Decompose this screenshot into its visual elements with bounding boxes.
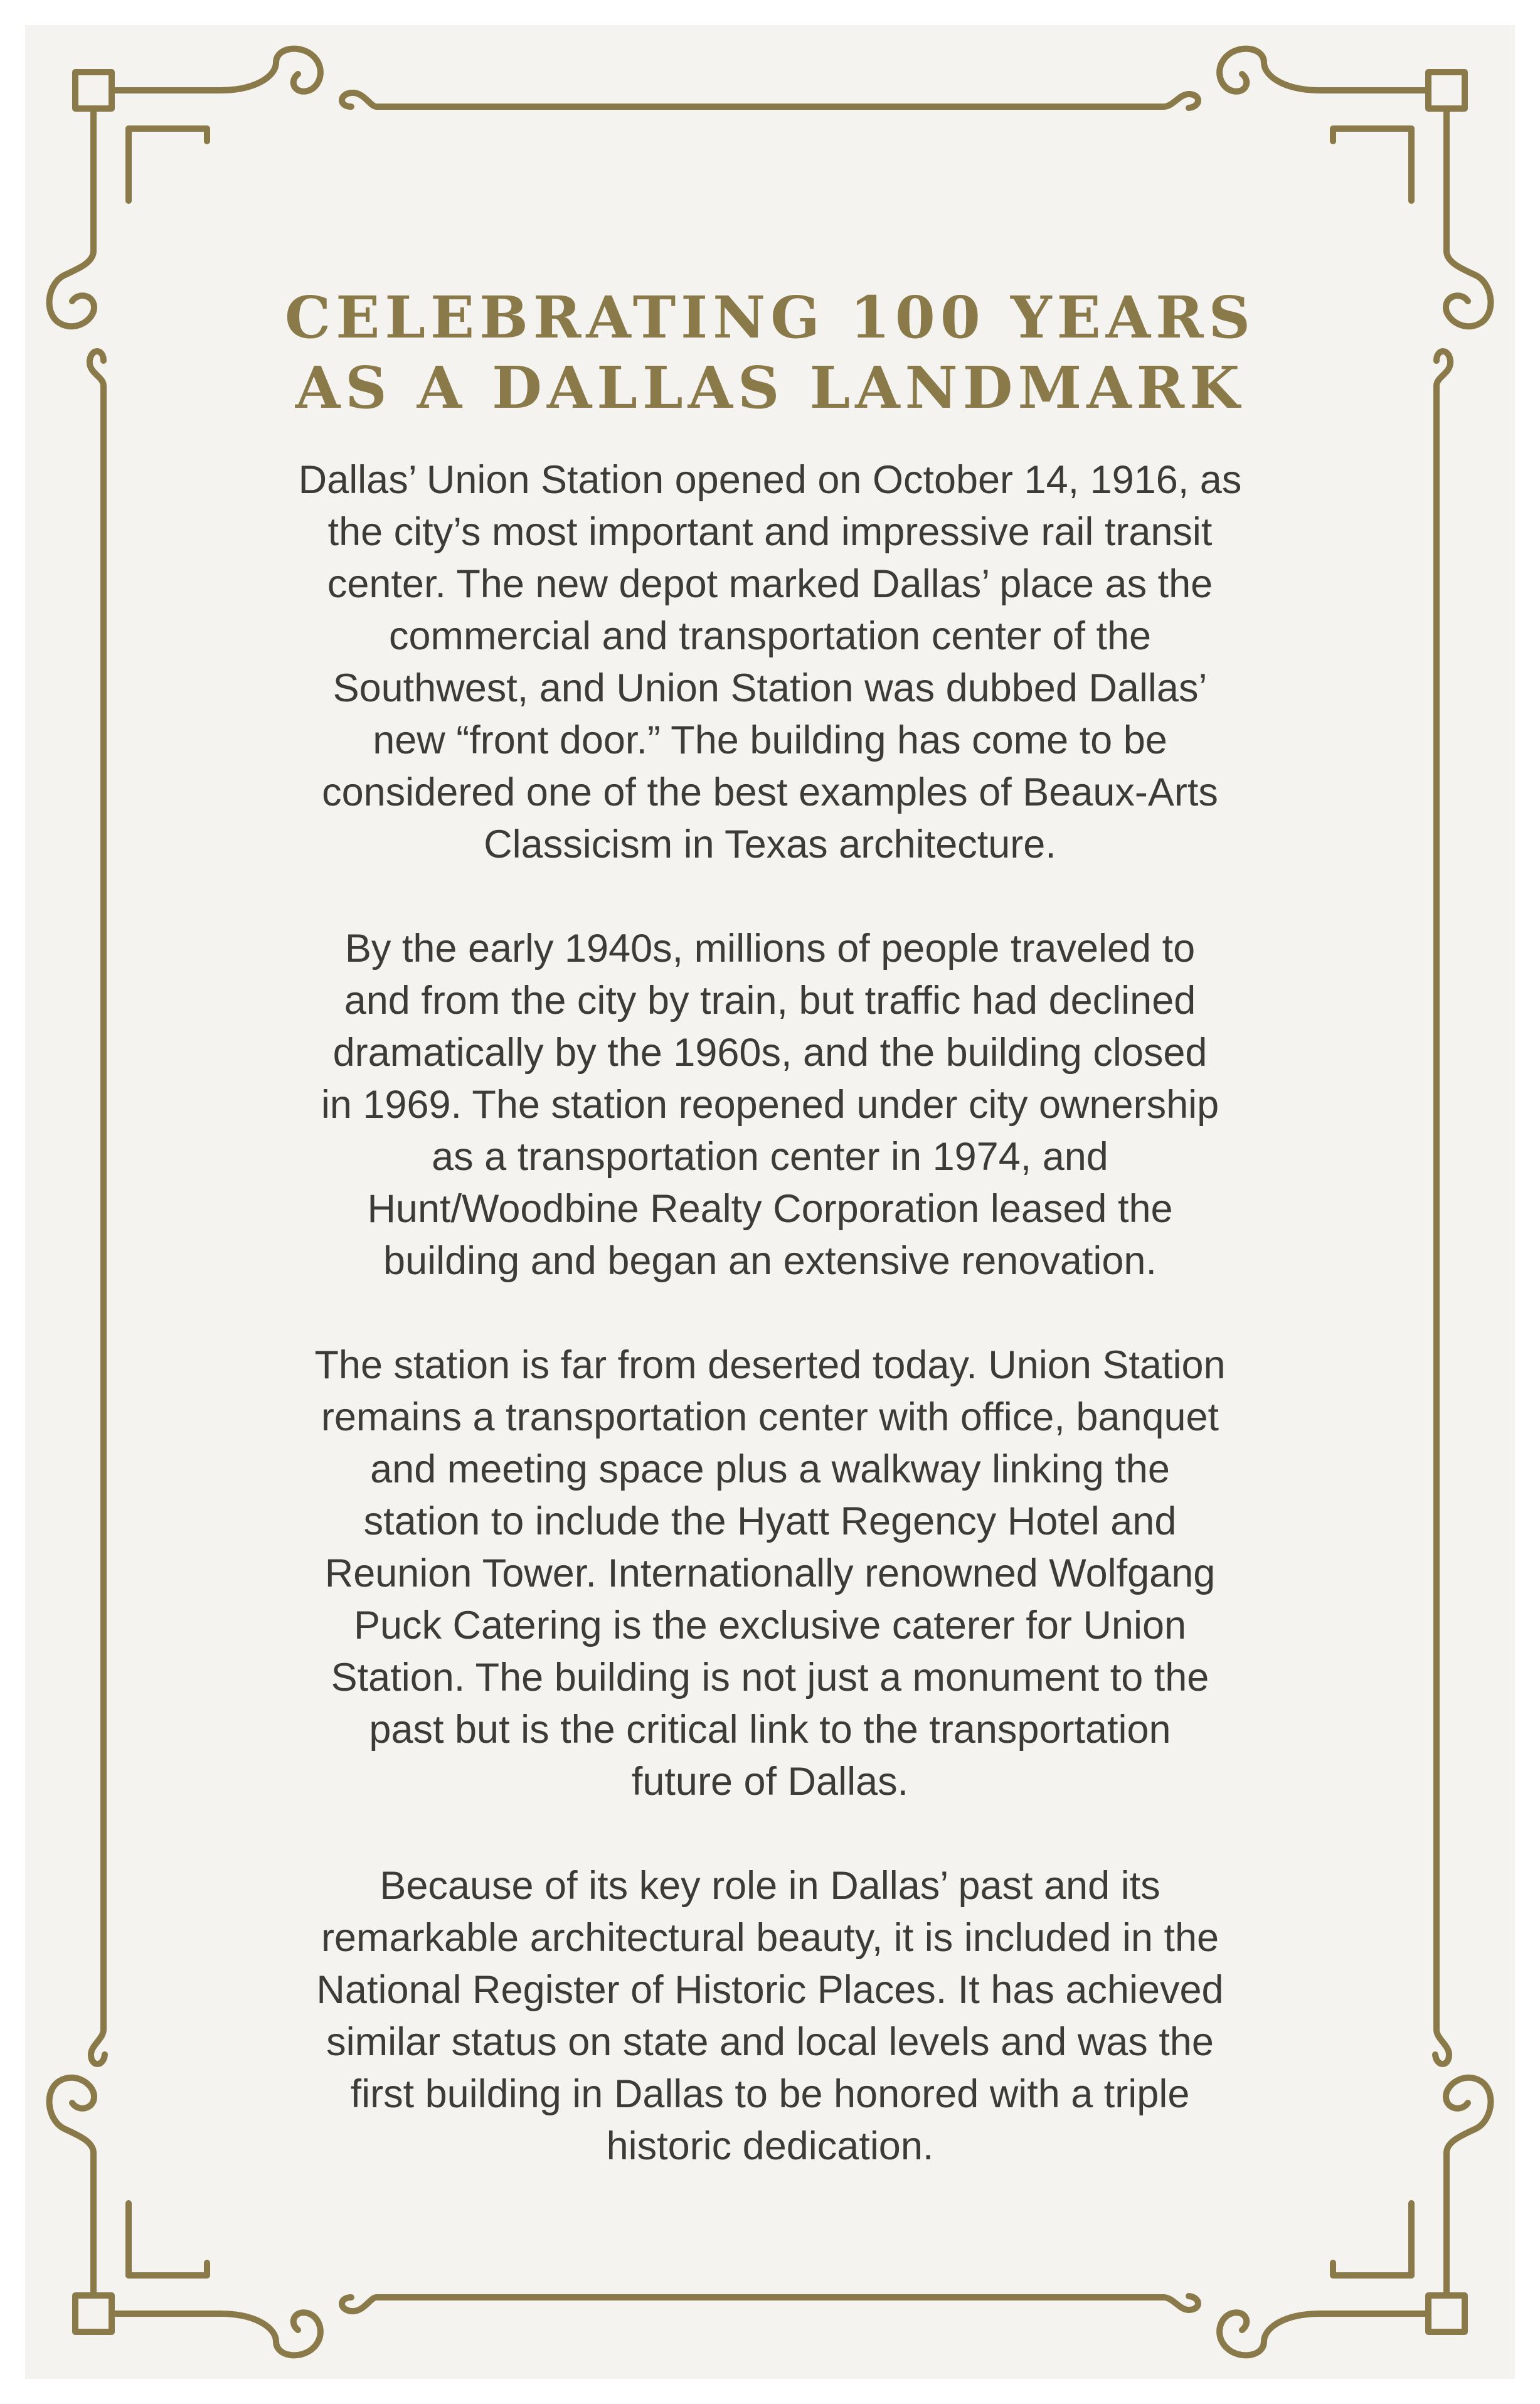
page-title bbox=[207, 282, 1333, 423]
paragraph-today: The station is far from deserted today. Union Station remains a transportation center with office, banquet and meeting space plus a walkway linking the station to include the Hyatt Regency Hotel and Reunion Tower. Internationally renowned Wolfgang Puck Catering is the exclusive caterer for Union Station. The building is not just a monument to the past but is the critical link to the transportation future of Dallas. bbox=[314, 1343, 1226, 1804]
top-border-line bbox=[342, 93, 1198, 108]
left-border-line bbox=[90, 351, 105, 2064]
paragraph-register: Because of its key role in Dallas’ past and its remarkable architectural beauty, it is included in the National Register of Historic Places. It has achieved similar status on state and local levels and was the first building in Dallas to be honored with a triple historic dedication. bbox=[316, 1864, 1224, 2168]
main-content bbox=[207, 282, 1333, 2225]
bottom-border-line bbox=[342, 2296, 1198, 2311]
right-border-line bbox=[1435, 351, 1450, 2064]
paragraph-history: Dallas’ Union Station opened on October 14, 1916, as the city’s most important and impressive rail transit center. The new depot marked Dallas’ place as the commercial and transportation center of the Southwest, and Union Station was dubbed Dallas’ new “front door.” The building has come to be considered one of the best examples of Beaux-Arts Classicism in Texas architecture. bbox=[298, 458, 1242, 866]
paragraph-decline: By the early 1940s, millions of people traveled to and from the city by train, but traffic had declined dramatically by the 1960s, and the building closed in 1969. The station reopened under city ownership as a transportation center in 1974, and Hunt/Woodbine Realty Corporation leased the building and began an extensive renovation. bbox=[321, 927, 1219, 1283]
title-line-1: CELEBRATING 100 YEARS bbox=[284, 284, 1256, 351]
title-line-2: AS A DALLAS LANDMARK bbox=[295, 354, 1245, 422]
